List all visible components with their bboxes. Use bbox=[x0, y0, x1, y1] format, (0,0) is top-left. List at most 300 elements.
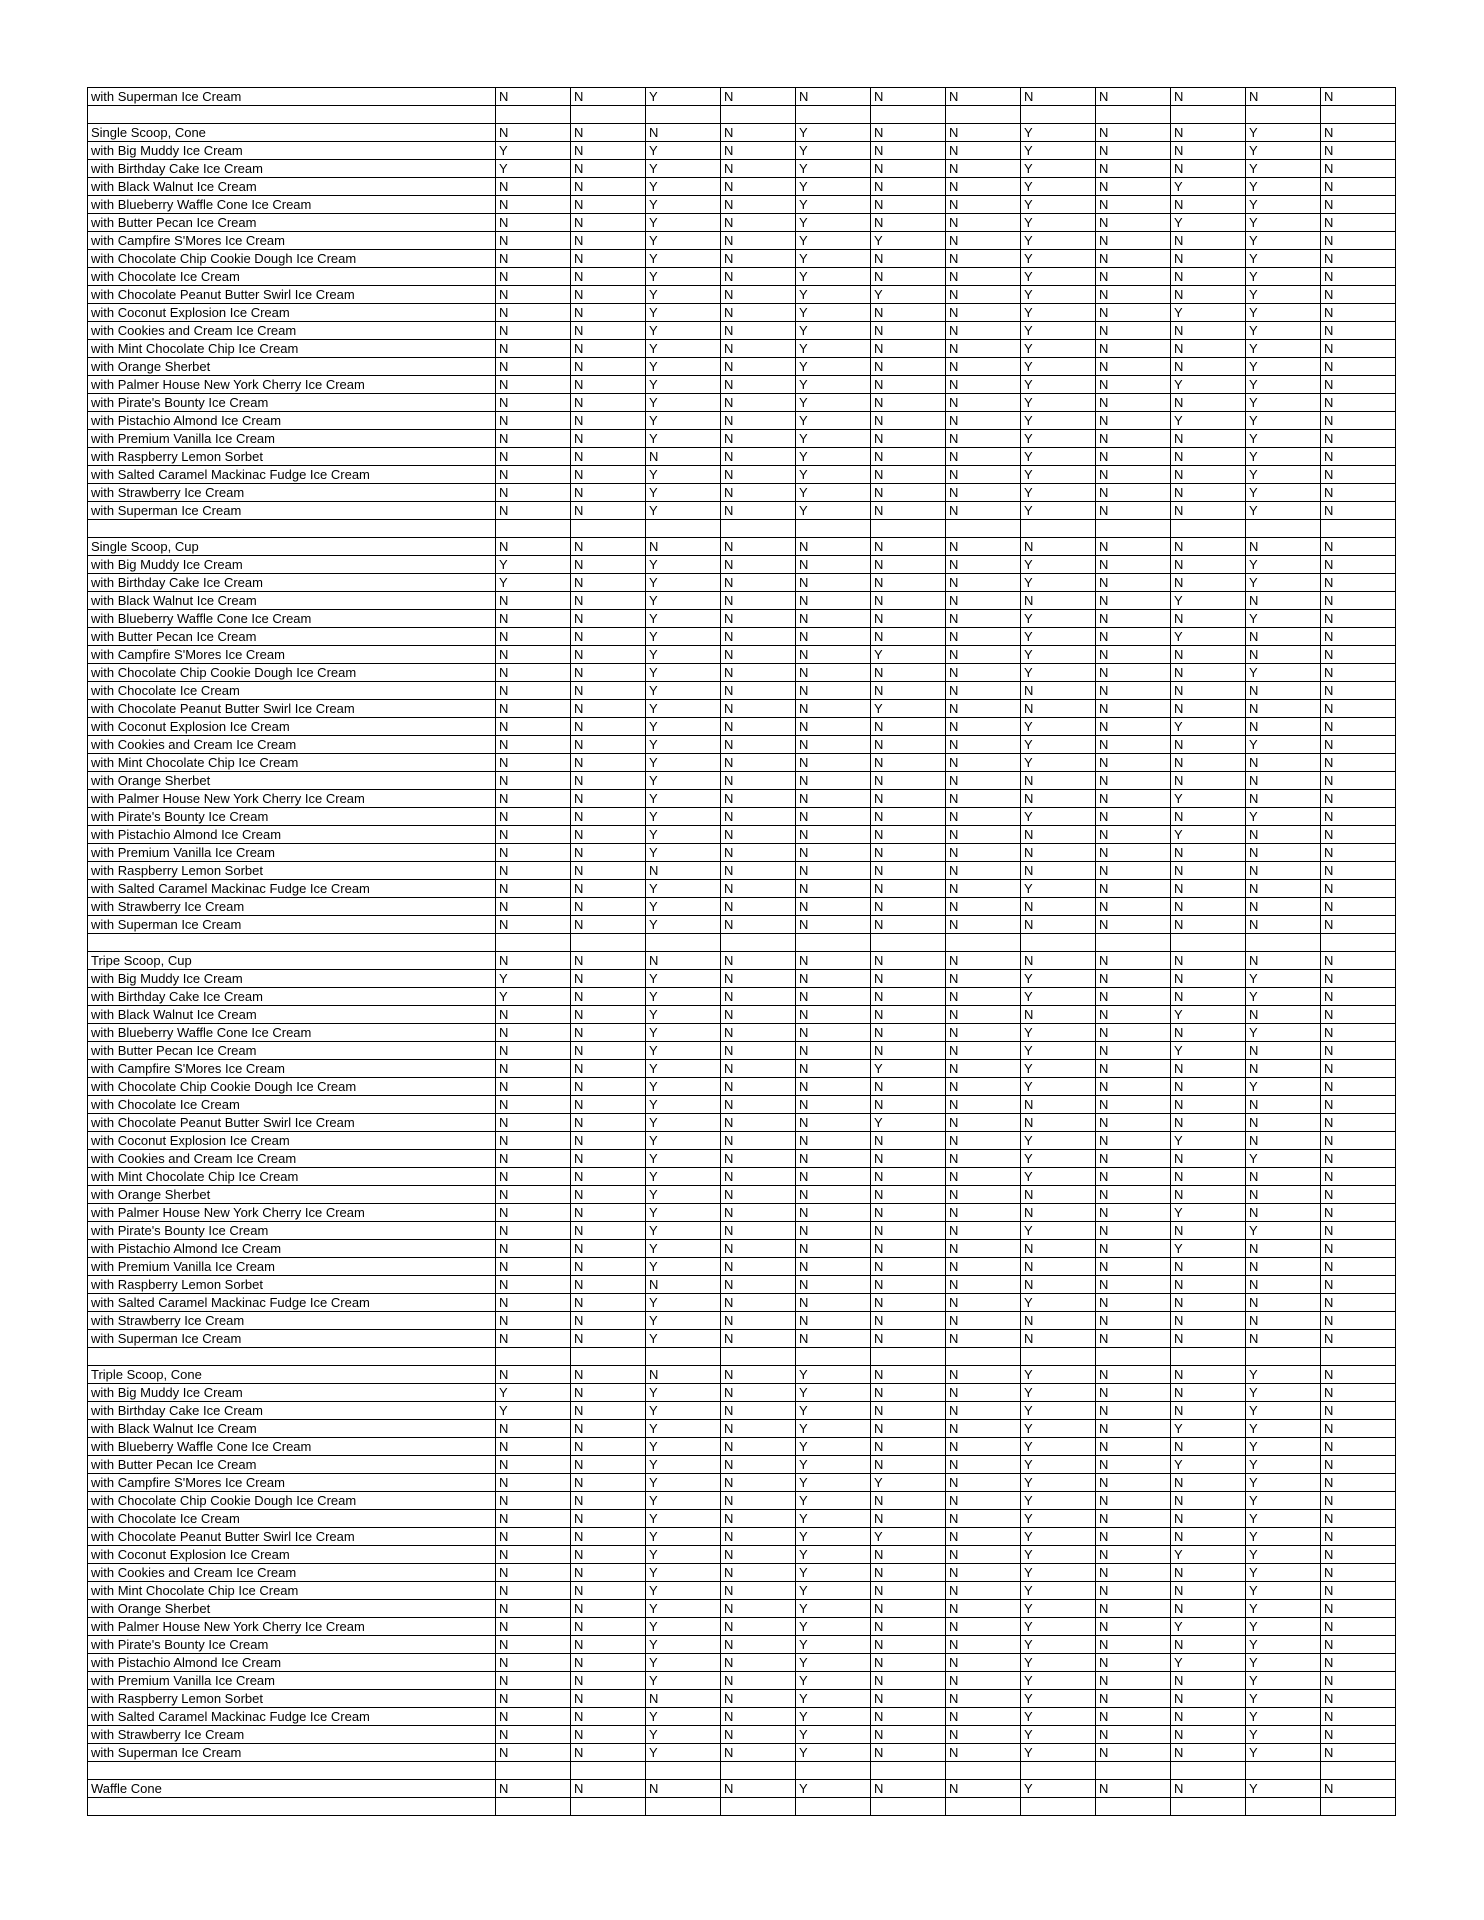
flag-cell: N bbox=[1171, 1564, 1246, 1582]
flag-cell: N bbox=[1321, 772, 1396, 790]
flag-cell: N bbox=[496, 736, 571, 754]
flag-cell: N bbox=[946, 1222, 1021, 1240]
flag-cell: N bbox=[646, 952, 721, 970]
flag-cell: N bbox=[1171, 1600, 1246, 1618]
flag-cell: N bbox=[496, 664, 571, 682]
flag-cell: N bbox=[571, 142, 646, 160]
flag-cell: N bbox=[1096, 394, 1171, 412]
flag-cell: N bbox=[871, 664, 946, 682]
flag-cell: Y bbox=[646, 826, 721, 844]
flag-cell: N bbox=[946, 1258, 1021, 1276]
flag-cell: N bbox=[646, 538, 721, 556]
flag-cell: N bbox=[946, 1060, 1021, 1078]
flag-cell: N bbox=[721, 1744, 796, 1762]
flag-cell: Y bbox=[646, 1006, 721, 1024]
flag-cell: N bbox=[1321, 1654, 1396, 1672]
flag-cell: N bbox=[1171, 1708, 1246, 1726]
flag-cell: N bbox=[1096, 790, 1171, 808]
item-name-cell: with Strawberry Ice Cream bbox=[88, 1312, 496, 1330]
flag-cell: Y bbox=[1021, 1294, 1096, 1312]
flag-cell: Y bbox=[646, 1474, 721, 1492]
flag-cell: N bbox=[871, 862, 946, 880]
table-row bbox=[88, 1402, 1396, 1420]
flag-cell: N bbox=[946, 988, 1021, 1006]
flag-cell: Y bbox=[1246, 1672, 1321, 1690]
flag-cell: N bbox=[1321, 952, 1396, 970]
flag-cell: N bbox=[1096, 1150, 1171, 1168]
flag-cell: N bbox=[871, 1006, 946, 1024]
flag-cell: N bbox=[871, 1420, 946, 1438]
flag-cell: N bbox=[496, 1564, 571, 1582]
flag-cell: N bbox=[496, 1474, 571, 1492]
item-name-cell: with Birthday Cake Ice Cream bbox=[88, 574, 496, 592]
flag-cell: N bbox=[871, 1708, 946, 1726]
flag-cell: N bbox=[946, 862, 1021, 880]
flag-cell: N bbox=[1096, 1312, 1171, 1330]
flag-cell: N bbox=[721, 844, 796, 862]
flag-cell: N bbox=[496, 1672, 571, 1690]
flag-cell: N bbox=[571, 790, 646, 808]
flag-cell: Y bbox=[1246, 448, 1321, 466]
item-name-cell: with Coconut Explosion Ice Cream bbox=[88, 718, 496, 736]
item-name-cell: with Cookies and Cream Ice Cream bbox=[88, 736, 496, 754]
flag-cell: N bbox=[1171, 1222, 1246, 1240]
flag-cell: N bbox=[1171, 88, 1246, 106]
flag-cell: N bbox=[1321, 1006, 1396, 1024]
flag-cell: N bbox=[571, 1258, 646, 1276]
flag-cell: N bbox=[796, 1006, 871, 1024]
flag-cell: N bbox=[871, 484, 946, 502]
flag-cell: N bbox=[496, 1204, 571, 1222]
flag-cell: Y bbox=[646, 160, 721, 178]
flag-cell bbox=[871, 520, 946, 538]
flag-cell: N bbox=[1096, 1636, 1171, 1654]
flag-cell: N bbox=[496, 1528, 571, 1546]
flag-cell: Y bbox=[1171, 1618, 1246, 1636]
flag-cell: N bbox=[496, 1420, 571, 1438]
flag-cell: N bbox=[721, 718, 796, 736]
flag-cell: N bbox=[946, 124, 1021, 142]
flag-cell: N bbox=[1021, 1258, 1096, 1276]
flag-cell: N bbox=[1096, 304, 1171, 322]
flag-cell: N bbox=[496, 772, 571, 790]
flag-cell bbox=[796, 1348, 871, 1366]
flag-cell bbox=[871, 106, 946, 124]
flag-cell: N bbox=[871, 1618, 946, 1636]
flag-cell bbox=[1321, 934, 1396, 952]
flag-cell: N bbox=[946, 232, 1021, 250]
flag-cell: N bbox=[1021, 862, 1096, 880]
flag-cell: N bbox=[1321, 1078, 1396, 1096]
flag-cell: N bbox=[1096, 916, 1171, 934]
flag-cell: Y bbox=[796, 430, 871, 448]
flag-cell: N bbox=[721, 790, 796, 808]
flag-cell: N bbox=[946, 484, 1021, 502]
flag-cell: N bbox=[721, 1726, 796, 1744]
flag-cell: Y bbox=[1021, 448, 1096, 466]
flag-cell: N bbox=[1321, 1258, 1396, 1276]
flag-cell: N bbox=[1321, 898, 1396, 916]
flag-cell: N bbox=[571, 1618, 646, 1636]
flag-cell: N bbox=[571, 1474, 646, 1492]
flag-cell: N bbox=[571, 862, 646, 880]
flag-cell: Y bbox=[1246, 1024, 1321, 1042]
flag-cell: N bbox=[1021, 1312, 1096, 1330]
flag-cell: N bbox=[871, 736, 946, 754]
flag-cell: N bbox=[1096, 1438, 1171, 1456]
flag-cell: N bbox=[496, 1726, 571, 1744]
flag-cell: N bbox=[871, 1654, 946, 1672]
flag-cell: Y bbox=[796, 1618, 871, 1636]
flag-cell: N bbox=[1171, 232, 1246, 250]
flag-cell bbox=[646, 106, 721, 124]
flag-cell: Y bbox=[646, 1564, 721, 1582]
flag-cell: Y bbox=[796, 1474, 871, 1492]
blank-row bbox=[88, 1798, 1396, 1816]
flag-cell: N bbox=[496, 1744, 571, 1762]
flag-cell: N bbox=[1321, 754, 1396, 772]
flag-cell: N bbox=[496, 124, 571, 142]
flag-cell: N bbox=[1246, 1330, 1321, 1348]
table-row bbox=[88, 1006, 1396, 1024]
flag-cell: N bbox=[796, 736, 871, 754]
flag-cell: Y bbox=[1021, 1222, 1096, 1240]
item-name-cell: with Raspberry Lemon Sorbet bbox=[88, 448, 496, 466]
flag-cell: N bbox=[1321, 124, 1396, 142]
flag-cell: N bbox=[1171, 646, 1246, 664]
flag-cell: Y bbox=[646, 682, 721, 700]
flag-cell: N bbox=[946, 808, 1021, 826]
table-row bbox=[88, 1690, 1396, 1708]
flag-cell: N bbox=[1096, 502, 1171, 520]
table-row bbox=[88, 376, 1396, 394]
flag-cell: N bbox=[571, 304, 646, 322]
flag-cell: N bbox=[571, 1312, 646, 1330]
item-name-cell: with Pistachio Almond Ice Cream bbox=[88, 826, 496, 844]
item-name-cell: with Cookies and Cream Ice Cream bbox=[88, 1564, 496, 1582]
flag-cell: N bbox=[946, 1168, 1021, 1186]
flag-cell: N bbox=[571, 1276, 646, 1294]
flag-cell: N bbox=[1171, 1366, 1246, 1384]
flag-cell: N bbox=[1096, 1060, 1171, 1078]
item-name-cell: with Butter Pecan Ice Cream bbox=[88, 1456, 496, 1474]
flag-cell: N bbox=[721, 1330, 796, 1348]
flag-cell: Y bbox=[496, 556, 571, 574]
flag-cell: N bbox=[1096, 484, 1171, 502]
flag-cell: Y bbox=[1246, 1510, 1321, 1528]
flag-cell: N bbox=[571, 952, 646, 970]
flag-cell: Y bbox=[1246, 1474, 1321, 1492]
flag-cell: Y bbox=[1021, 1510, 1096, 1528]
blank-row bbox=[88, 106, 1396, 124]
flag-cell: N bbox=[721, 1690, 796, 1708]
flag-cell: N bbox=[571, 1582, 646, 1600]
flag-cell: Y bbox=[796, 1780, 871, 1798]
flag-cell: N bbox=[1171, 880, 1246, 898]
flag-cell: Y bbox=[646, 718, 721, 736]
flag-cell: Y bbox=[796, 1492, 871, 1510]
flag-cell: N bbox=[496, 304, 571, 322]
flag-cell: Y bbox=[1171, 628, 1246, 646]
flag-cell: N bbox=[721, 1456, 796, 1474]
flag-cell: N bbox=[946, 178, 1021, 196]
flag-cell: N bbox=[1171, 610, 1246, 628]
flag-cell: Y bbox=[496, 988, 571, 1006]
table-row bbox=[88, 1492, 1396, 1510]
item-name-cell: with Pistachio Almond Ice Cream bbox=[88, 412, 496, 430]
flag-cell: N bbox=[796, 880, 871, 898]
flag-cell: Y bbox=[496, 1384, 571, 1402]
item-name-cell: with Superman Ice Cream bbox=[88, 88, 496, 106]
flag-cell: N bbox=[1171, 1312, 1246, 1330]
flag-cell: N bbox=[946, 592, 1021, 610]
flag-cell: N bbox=[1171, 394, 1246, 412]
flag-cell: Y bbox=[796, 1636, 871, 1654]
flag-cell: N bbox=[946, 88, 1021, 106]
flag-cell: Y bbox=[646, 286, 721, 304]
flag-cell: N bbox=[1096, 1528, 1171, 1546]
flag-cell: Y bbox=[646, 1618, 721, 1636]
table-row bbox=[88, 1582, 1396, 1600]
flag-cell: N bbox=[571, 394, 646, 412]
flag-cell: Y bbox=[646, 1114, 721, 1132]
item-name-cell: with Chocolate Ice Cream bbox=[88, 268, 496, 286]
flag-cell: Y bbox=[1021, 502, 1096, 520]
flag-cell: N bbox=[496, 880, 571, 898]
flag-cell: Y bbox=[796, 1402, 871, 1420]
flag-cell: N bbox=[871, 250, 946, 268]
flag-cell: N bbox=[1021, 790, 1096, 808]
flag-cell: N bbox=[721, 736, 796, 754]
flag-cell: N bbox=[1021, 1240, 1096, 1258]
flag-cell: N bbox=[946, 358, 1021, 376]
flag-cell bbox=[871, 1762, 946, 1780]
flag-cell: N bbox=[871, 412, 946, 430]
flag-cell: N bbox=[496, 1168, 571, 1186]
flag-cell: Y bbox=[1021, 1600, 1096, 1618]
flag-cell: N bbox=[871, 1294, 946, 1312]
flag-cell: Y bbox=[1246, 1618, 1321, 1636]
flag-cell: N bbox=[721, 124, 796, 142]
flag-cell: N bbox=[1096, 898, 1171, 916]
flag-cell: Y bbox=[796, 394, 871, 412]
flag-cell: N bbox=[571, 664, 646, 682]
flag-cell: N bbox=[946, 1438, 1021, 1456]
table-row bbox=[88, 646, 1396, 664]
item-name-cell: with Butter Pecan Ice Cream bbox=[88, 628, 496, 646]
flag-cell: N bbox=[1096, 700, 1171, 718]
flag-cell: N bbox=[1171, 862, 1246, 880]
flag-cell: N bbox=[1171, 1150, 1246, 1168]
item-name-cell: with Blueberry Waffle Cone Ice Cream bbox=[88, 196, 496, 214]
flag-cell: N bbox=[946, 160, 1021, 178]
flag-cell: Y bbox=[1246, 412, 1321, 430]
flag-cell: N bbox=[1321, 826, 1396, 844]
flag-cell: N bbox=[1096, 1294, 1171, 1312]
flag-cell: N bbox=[721, 1438, 796, 1456]
flag-cell: N bbox=[1171, 1744, 1246, 1762]
flag-cell: Y bbox=[1171, 1546, 1246, 1564]
flag-cell: N bbox=[946, 214, 1021, 232]
flag-cell: Y bbox=[796, 1546, 871, 1564]
item-name-cell: with Salted Caramel Mackinac Fudge Ice Cream bbox=[88, 1708, 496, 1726]
flag-cell: Y bbox=[1246, 142, 1321, 160]
flag-cell: Y bbox=[646, 1438, 721, 1456]
flag-cell: N bbox=[871, 808, 946, 826]
flag-cell: N bbox=[571, 826, 646, 844]
item-name-cell: with Orange Sherbet bbox=[88, 1186, 496, 1204]
flag-cell: N bbox=[721, 664, 796, 682]
flag-cell: N bbox=[721, 988, 796, 1006]
flag-cell: N bbox=[1171, 1636, 1246, 1654]
flag-cell: N bbox=[871, 394, 946, 412]
flag-cell: N bbox=[1171, 1492, 1246, 1510]
flag-cell: N bbox=[946, 394, 1021, 412]
flag-cell: Y bbox=[646, 1312, 721, 1330]
item-name-cell: with Chocolate Chip Cookie Dough Ice Cream bbox=[88, 1492, 496, 1510]
flag-cell: N bbox=[796, 718, 871, 736]
flag-cell: N bbox=[1096, 826, 1171, 844]
flag-cell: Y bbox=[1246, 484, 1321, 502]
flag-cell: Y bbox=[1246, 376, 1321, 394]
flag-cell: N bbox=[1096, 1096, 1171, 1114]
flag-cell: Y bbox=[646, 898, 721, 916]
flag-cell: N bbox=[571, 1330, 646, 1348]
flag-cell: N bbox=[1321, 1564, 1396, 1582]
flag-cell: N bbox=[796, 538, 871, 556]
flag-cell: N bbox=[1171, 664, 1246, 682]
flag-cell: Y bbox=[1021, 1366, 1096, 1384]
flag-cell bbox=[571, 520, 646, 538]
item-name-cell: with Mint Chocolate Chip Ice Cream bbox=[88, 754, 496, 772]
table-row bbox=[88, 1186, 1396, 1204]
flag-cell: N bbox=[496, 502, 571, 520]
flag-cell: N bbox=[946, 1510, 1021, 1528]
flag-cell: Y bbox=[1021, 142, 1096, 160]
flag-cell: N bbox=[796, 646, 871, 664]
flag-cell: N bbox=[871, 1744, 946, 1762]
flag-cell: N bbox=[571, 880, 646, 898]
flag-cell: N bbox=[571, 538, 646, 556]
flag-cell: N bbox=[496, 1492, 571, 1510]
flag-cell: Y bbox=[1171, 412, 1246, 430]
flag-cell: N bbox=[1171, 556, 1246, 574]
flag-cell bbox=[796, 1798, 871, 1816]
table-row bbox=[88, 1456, 1396, 1474]
table-row bbox=[88, 754, 1396, 772]
flag-cell: Y bbox=[796, 1708, 871, 1726]
flag-cell: Y bbox=[1021, 1060, 1096, 1078]
flag-cell: Y bbox=[1021, 970, 1096, 988]
flag-cell: N bbox=[946, 1042, 1021, 1060]
item-name-cell: with Birthday Cake Ice Cream bbox=[88, 1402, 496, 1420]
flag-cell: Y bbox=[1246, 394, 1321, 412]
flag-cell: N bbox=[946, 1726, 1021, 1744]
flag-cell: N bbox=[1096, 1654, 1171, 1672]
flag-cell: N bbox=[1246, 682, 1321, 700]
flag-cell: N bbox=[1096, 1582, 1171, 1600]
item-name-cell: with Superman Ice Cream bbox=[88, 502, 496, 520]
flag-cell: Y bbox=[796, 466, 871, 484]
table-row bbox=[88, 1618, 1396, 1636]
table-row bbox=[88, 466, 1396, 484]
item-name-cell: with Salted Caramel Mackinac Fudge Ice Cream bbox=[88, 880, 496, 898]
flag-cell: N bbox=[721, 682, 796, 700]
item-name-cell: with Orange Sherbet bbox=[88, 772, 496, 790]
flag-cell: N bbox=[646, 1690, 721, 1708]
flag-cell: N bbox=[721, 1294, 796, 1312]
flag-cell: N bbox=[796, 1024, 871, 1042]
allergen-table bbox=[87, 87, 1396, 1816]
flag-cell: N bbox=[796, 1222, 871, 1240]
flag-cell: Y bbox=[1246, 1402, 1321, 1420]
flag-cell bbox=[721, 1348, 796, 1366]
flag-cell: Y bbox=[796, 1528, 871, 1546]
flag-cell: N bbox=[571, 484, 646, 502]
flag-cell: N bbox=[721, 574, 796, 592]
flag-cell: N bbox=[721, 700, 796, 718]
flag-cell: Y bbox=[646, 988, 721, 1006]
flag-cell: N bbox=[1021, 1330, 1096, 1348]
flag-cell: N bbox=[1096, 1132, 1171, 1150]
flag-cell: N bbox=[1096, 88, 1171, 106]
flag-cell: N bbox=[871, 1240, 946, 1258]
flag-cell: N bbox=[1321, 376, 1396, 394]
flag-cell: N bbox=[496, 916, 571, 934]
flag-cell: N bbox=[496, 1600, 571, 1618]
table-row bbox=[88, 1420, 1396, 1438]
flag-cell: Y bbox=[796, 196, 871, 214]
flag-cell: Y bbox=[646, 916, 721, 934]
item-name-cell: Single Scoop, Cone bbox=[88, 124, 496, 142]
flag-cell: N bbox=[571, 628, 646, 646]
flag-cell: N bbox=[1096, 1024, 1171, 1042]
flag-cell bbox=[1096, 934, 1171, 952]
flag-cell: N bbox=[871, 538, 946, 556]
flag-cell: Y bbox=[646, 790, 721, 808]
table-row bbox=[88, 664, 1396, 682]
flag-cell: N bbox=[1321, 736, 1396, 754]
flag-cell: Y bbox=[646, 1186, 721, 1204]
flag-cell: N bbox=[1171, 1438, 1246, 1456]
flag-cell: N bbox=[871, 1492, 946, 1510]
flag-cell: N bbox=[1321, 664, 1396, 682]
item-name-cell: with Pistachio Almond Ice Cream bbox=[88, 1654, 496, 1672]
table-row bbox=[88, 862, 1396, 880]
flag-cell: N bbox=[871, 502, 946, 520]
flag-cell: N bbox=[1171, 1078, 1246, 1096]
flag-cell: Y bbox=[796, 484, 871, 502]
flag-cell: N bbox=[1171, 268, 1246, 286]
flag-cell: N bbox=[496, 1240, 571, 1258]
flag-cell: N bbox=[871, 1024, 946, 1042]
flag-cell: N bbox=[1246, 1060, 1321, 1078]
flag-cell: N bbox=[946, 1492, 1021, 1510]
flag-cell: N bbox=[871, 1726, 946, 1744]
flag-cell: Y bbox=[796, 1600, 871, 1618]
flag-cell: N bbox=[796, 1042, 871, 1060]
flag-cell: N bbox=[571, 1042, 646, 1060]
item-name-cell: with Chocolate Peanut Butter Swirl Ice Cream bbox=[88, 1114, 496, 1132]
flag-cell: N bbox=[946, 1204, 1021, 1222]
flag-cell: N bbox=[571, 1366, 646, 1384]
flag-cell: N bbox=[721, 1240, 796, 1258]
flag-cell: N bbox=[1021, 1204, 1096, 1222]
flag-cell: N bbox=[1171, 844, 1246, 862]
flag-cell: N bbox=[946, 1528, 1021, 1546]
table-row bbox=[88, 808, 1396, 826]
flag-cell: N bbox=[571, 646, 646, 664]
